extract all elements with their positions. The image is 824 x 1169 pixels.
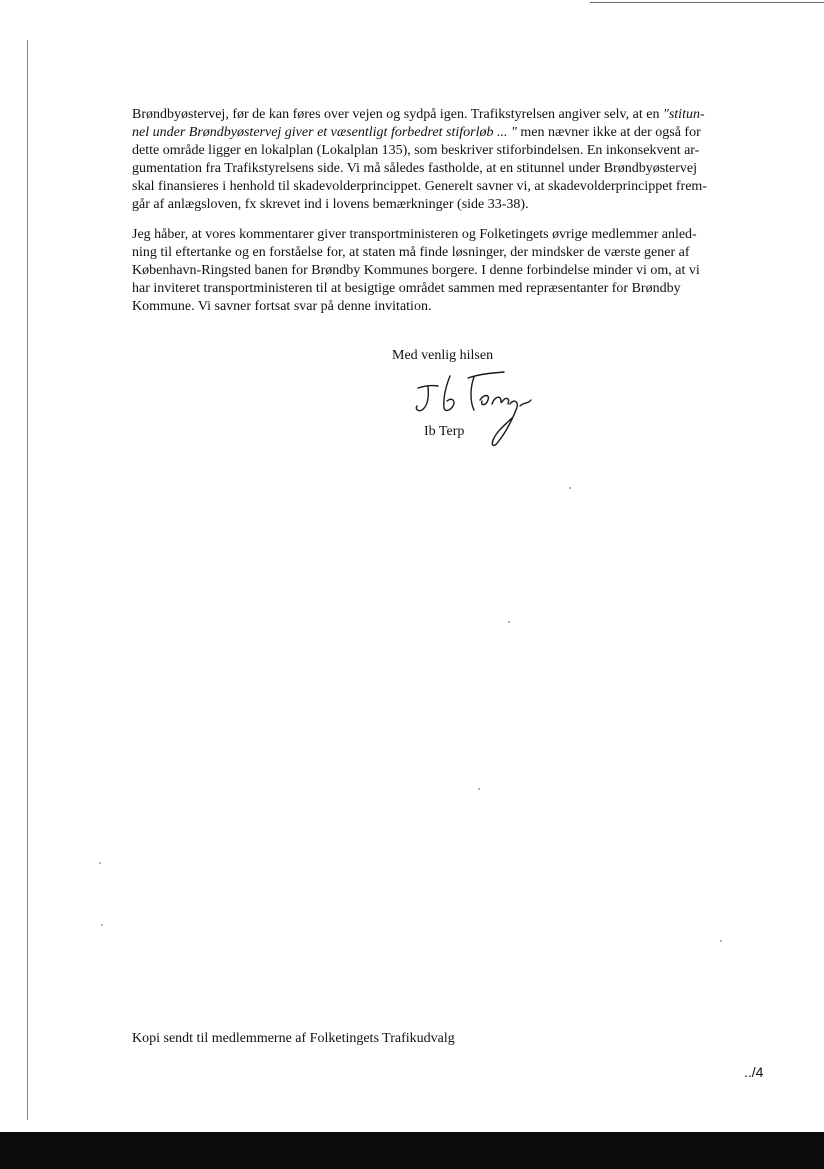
closing-salutation: Med venlig hilsen — [392, 348, 494, 363]
copy-recipients-note: Kopi sendt til medlemmerne af Folketingets Trafikudvalg — [132, 1031, 455, 1046]
scan-speck — [508, 621, 510, 623]
paragraph-line: går af anlægsloven, fx skrevet ind i lovens bemærkninger (side 33-38). — [132, 197, 529, 212]
body-paragraph-1 — [132, 106, 782, 214]
paragraph-line: København-Ringsted banen for Brøndby Kommunes borgere. I denne forbindelse minder vi om, at vi — [132, 263, 700, 278]
paragraph-line: Jeg håber, at vores kommentarer giver transportministeren og Folketingets øvrige medlemmer anled- — [132, 227, 697, 242]
paragraph-line: gumentation fra Trafikstyrelsens side. Vi må således fastholde, at en stitunnel under Brøndbyøstervej — [132, 161, 698, 176]
paragraph-line: dette område ligger en lokalplan (Lokalplan 135), som beskriver stiforbindelsen. En inkonsekvent ar- — [132, 143, 700, 158]
page-number: ../4 — [744, 1064, 764, 1080]
paragraph-line: nel under Brøndbyøstervej giver et væsentligt forbedret stiforløb ... " men nævner ikke at der også for — [132, 125, 701, 140]
signer-name: Ib Terp — [424, 424, 465, 439]
scan-band-bottom — [0, 1132, 824, 1169]
scan-speck — [720, 940, 722, 942]
paragraph-line: skal finansieres i henhold til skadevolderprincippet. Generelt savner vi, at skadevolderprincippet frem- — [132, 179, 707, 194]
handwritten-signature — [410, 368, 540, 456]
scan-speck — [99, 862, 101, 864]
scan-speck — [569, 487, 571, 489]
scan-edge-top — [590, 2, 824, 3]
body-paragraph-2 — [132, 226, 782, 316]
scan-edge-left — [27, 40, 28, 1120]
scan-speck — [101, 924, 103, 926]
paragraph-line: ning til eftertanke og en forståelse for, at staten må finde løsninger, der mindsker de værste gener af — [132, 245, 690, 260]
paragraph-line: har inviteret transportministeren til at besigtige området sammen med repræsentanter for Brøndby — [132, 281, 681, 296]
scan-speck — [478, 788, 480, 790]
paragraph-line: Brøndbyøstervej, før de kan føres over vejen og sydpå igen. Trafikstyrelsen angiver selv, at en "stitun- — [132, 107, 705, 122]
paragraph-line: Kommune. Vi savner fortsat svar på denne invitation. — [132, 299, 432, 314]
